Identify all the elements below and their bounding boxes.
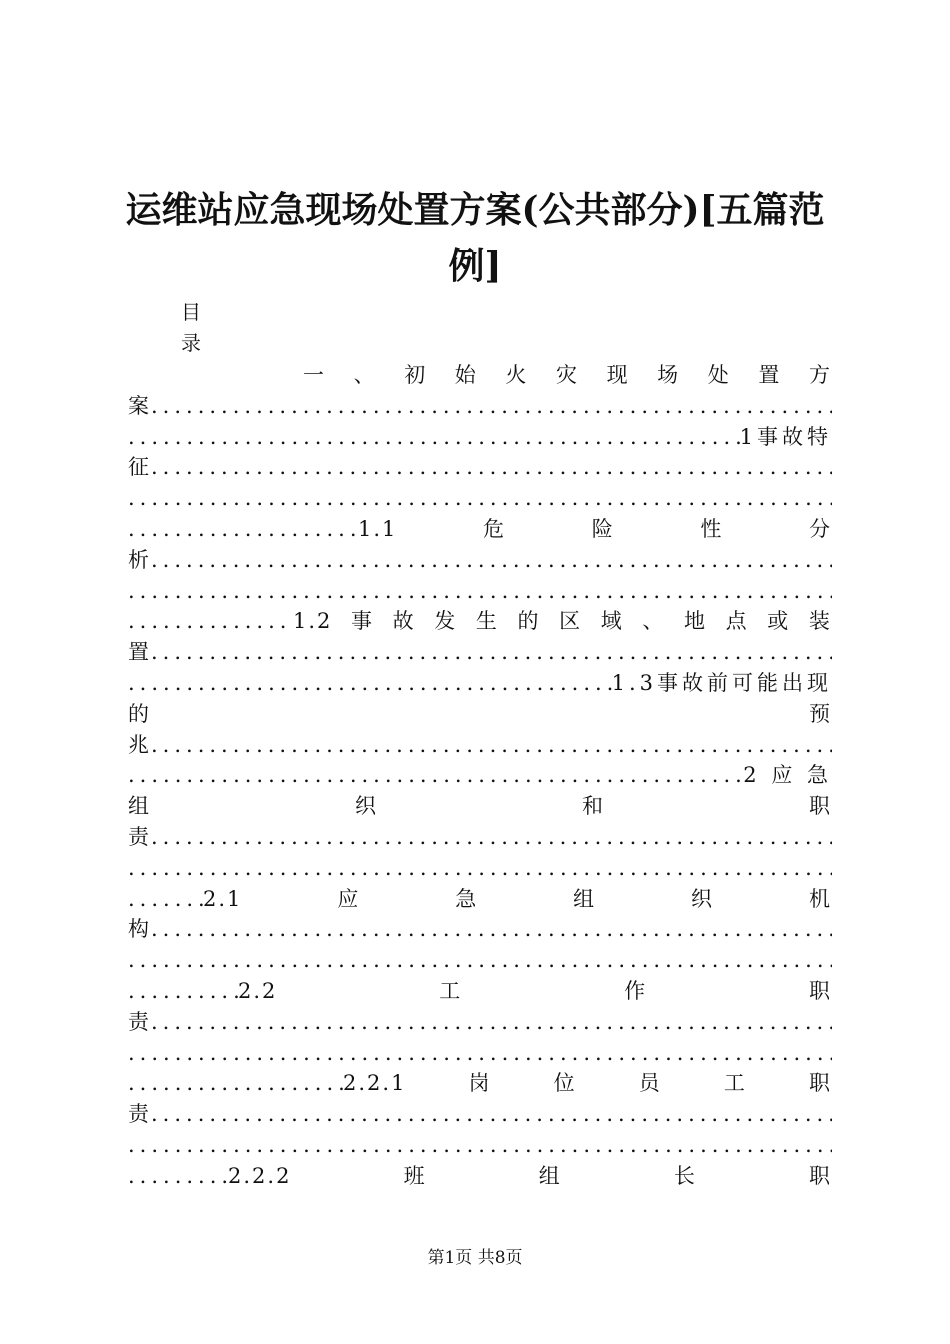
toc-text: 1.2 — [293, 609, 333, 634]
toc-text: 火 — [505, 363, 529, 387]
toc-text: 分 — [808, 517, 832, 541]
dot-leader — [128, 1068, 343, 1098]
toc-text: 构 — [128, 917, 151, 942]
toc-text: 生 — [475, 609, 499, 634]
toc-text: 2.2.1 — [343, 1071, 407, 1096]
toc-text: 性 — [700, 517, 724, 541]
page-footer: 第1页 共8页 — [427, 1248, 523, 1268]
toc-text: 危 — [483, 517, 507, 541]
toc-text: 置 — [758, 363, 782, 387]
toc-text: 责 — [128, 1102, 151, 1127]
toc-text: 2.2.2 — [228, 1163, 292, 1188]
toc-text: 责 — [128, 1009, 151, 1034]
toc-heading-char: 录 — [181, 331, 201, 355]
toc-line — [128, 699, 832, 729]
toc-text: 位 — [553, 1071, 577, 1096]
toc-line — [128, 483, 832, 513]
dot-leader — [128, 760, 743, 790]
toc-text: 方 — [808, 363, 832, 387]
toc-text: 应 — [337, 886, 361, 911]
dot-leader — [128, 1038, 832, 1068]
dot-leader — [151, 730, 832, 760]
dot-leader — [128, 945, 832, 975]
toc-text: 岗 — [468, 1071, 492, 1096]
dot-leader — [151, 1099, 832, 1129]
toc-text: 装 — [808, 609, 832, 634]
toc-line — [128, 452, 832, 482]
toc-text: 职 — [808, 1071, 832, 1096]
toc-text: 机 — [808, 886, 832, 911]
toc-line — [128, 1099, 832, 1129]
toc-text: 区 — [559, 609, 583, 634]
title-line-2: 例] — [448, 245, 502, 287]
toc-line — [128, 360, 832, 390]
toc-text: 事 — [351, 609, 375, 634]
toc-text: 2.2 — [238, 979, 278, 1003]
toc-text: 2 应 急 — [743, 763, 832, 788]
toc-entry-label — [343, 1068, 832, 1098]
toc-line — [128, 391, 832, 421]
toc-text: 始 — [454, 363, 478, 387]
toc-line — [128, 576, 832, 606]
toc-line — [128, 760, 832, 790]
toc-text: 员 — [638, 1071, 662, 1096]
toc-entry-label — [293, 606, 832, 636]
toc-line — [128, 884, 832, 914]
toc-text: 的 — [128, 701, 151, 726]
toc-line — [128, 976, 832, 1006]
toc-text: 发 — [434, 609, 458, 634]
dot-leader — [151, 452, 832, 482]
toc-text: 和 — [582, 794, 605, 819]
toc-text: 组 — [573, 886, 597, 911]
toc-text: 长 — [673, 1163, 697, 1188]
dot-leader — [151, 914, 832, 944]
toc-text: 点 — [725, 609, 749, 634]
toc-text: 征 — [128, 455, 151, 480]
dot-leader — [128, 853, 832, 883]
toc-line — [128, 730, 832, 760]
dot-leader — [151, 391, 832, 421]
dot-leader — [128, 606, 293, 636]
toc-line — [128, 1007, 832, 1037]
toc-text: 工 — [723, 1071, 747, 1096]
toc-text: 案 — [128, 393, 151, 418]
dot-leader — [151, 1007, 832, 1037]
toc-text: 、 — [642, 609, 666, 634]
toc-text: 兆 — [128, 732, 151, 757]
dot-leader — [128, 668, 612, 698]
toc-line — [128, 945, 832, 975]
dot-leader — [128, 976, 238, 1006]
dot-leader — [151, 822, 832, 852]
toc-entry-label — [358, 514, 832, 544]
dot-leader — [128, 884, 203, 914]
dot-leader — [128, 514, 358, 544]
toc-entry-label — [203, 884, 832, 914]
toc-entry-label — [228, 1161, 832, 1191]
toc-text: 现 — [606, 363, 630, 387]
toc-text: 险 — [591, 517, 615, 541]
toc-text: 场 — [657, 363, 681, 387]
toc-text: 职 — [808, 979, 832, 1003]
toc-text: 职 — [809, 794, 832, 819]
toc-line — [128, 668, 832, 698]
toc-text: 的 — [517, 609, 541, 634]
toc-line — [128, 545, 832, 575]
toc-line — [128, 853, 832, 883]
toc-text: 2.1 — [203, 886, 243, 911]
dot-leader — [128, 483, 832, 513]
toc-text: 1.1 — [358, 517, 398, 541]
toc-text: 组 — [128, 794, 151, 819]
toc-heading-char: 目 — [181, 300, 201, 324]
toc-text: 置 — [128, 640, 151, 665]
toc-text: 析 — [128, 547, 151, 572]
toc-line — [128, 1161, 832, 1191]
toc-text: 织 — [355, 794, 378, 819]
toc-line — [128, 606, 832, 636]
dot-leader — [151, 545, 832, 575]
toc-line — [128, 1068, 832, 1098]
toc-text: 1.3事故前可能出现 — [611, 671, 832, 695]
toc-text: 域 — [600, 609, 624, 634]
toc-text: 初 — [404, 363, 428, 387]
toc-text: 灾 — [555, 363, 579, 387]
toc-text: 作 — [624, 979, 648, 1003]
title-line-1: 运维站应急现场处置方案(公共部分)[五篇范 — [125, 189, 825, 231]
toc-text: 班 — [403, 1163, 427, 1188]
toc-text: 、 — [353, 363, 377, 387]
toc-line — [128, 422, 832, 452]
dot-leader — [128, 1130, 832, 1160]
toc-text: 地 — [684, 609, 708, 634]
toc-text: 责 — [128, 825, 151, 849]
toc-text: 职 — [809, 1163, 832, 1188]
toc-line — [128, 791, 832, 821]
toc-text: 一 — [303, 363, 326, 387]
toc-line — [128, 1038, 832, 1068]
toc-line — [128, 514, 832, 544]
toc-text: 组 — [538, 1163, 562, 1188]
toc-text: 或 — [767, 609, 791, 634]
dot-leader — [151, 637, 832, 667]
dot-leader — [128, 422, 740, 452]
toc-text: 处 — [707, 363, 731, 387]
toc-text: 预 — [809, 701, 832, 726]
toc-text: 故 — [392, 609, 416, 634]
toc-line — [128, 1130, 832, 1160]
dot-leader — [128, 1161, 228, 1191]
dot-leader — [128, 576, 832, 606]
toc-line — [128, 637, 832, 667]
document-title — [0, 182, 950, 294]
toc-text: 1事故特 — [739, 424, 832, 449]
toc-heading — [181, 297, 201, 359]
toc-text: 工 — [439, 979, 463, 1003]
toc-line — [128, 822, 832, 852]
toc-entry-label — [238, 976, 832, 1006]
toc-text: 急 — [455, 886, 479, 911]
toc-text: 织 — [691, 886, 715, 911]
toc-line — [128, 914, 832, 944]
